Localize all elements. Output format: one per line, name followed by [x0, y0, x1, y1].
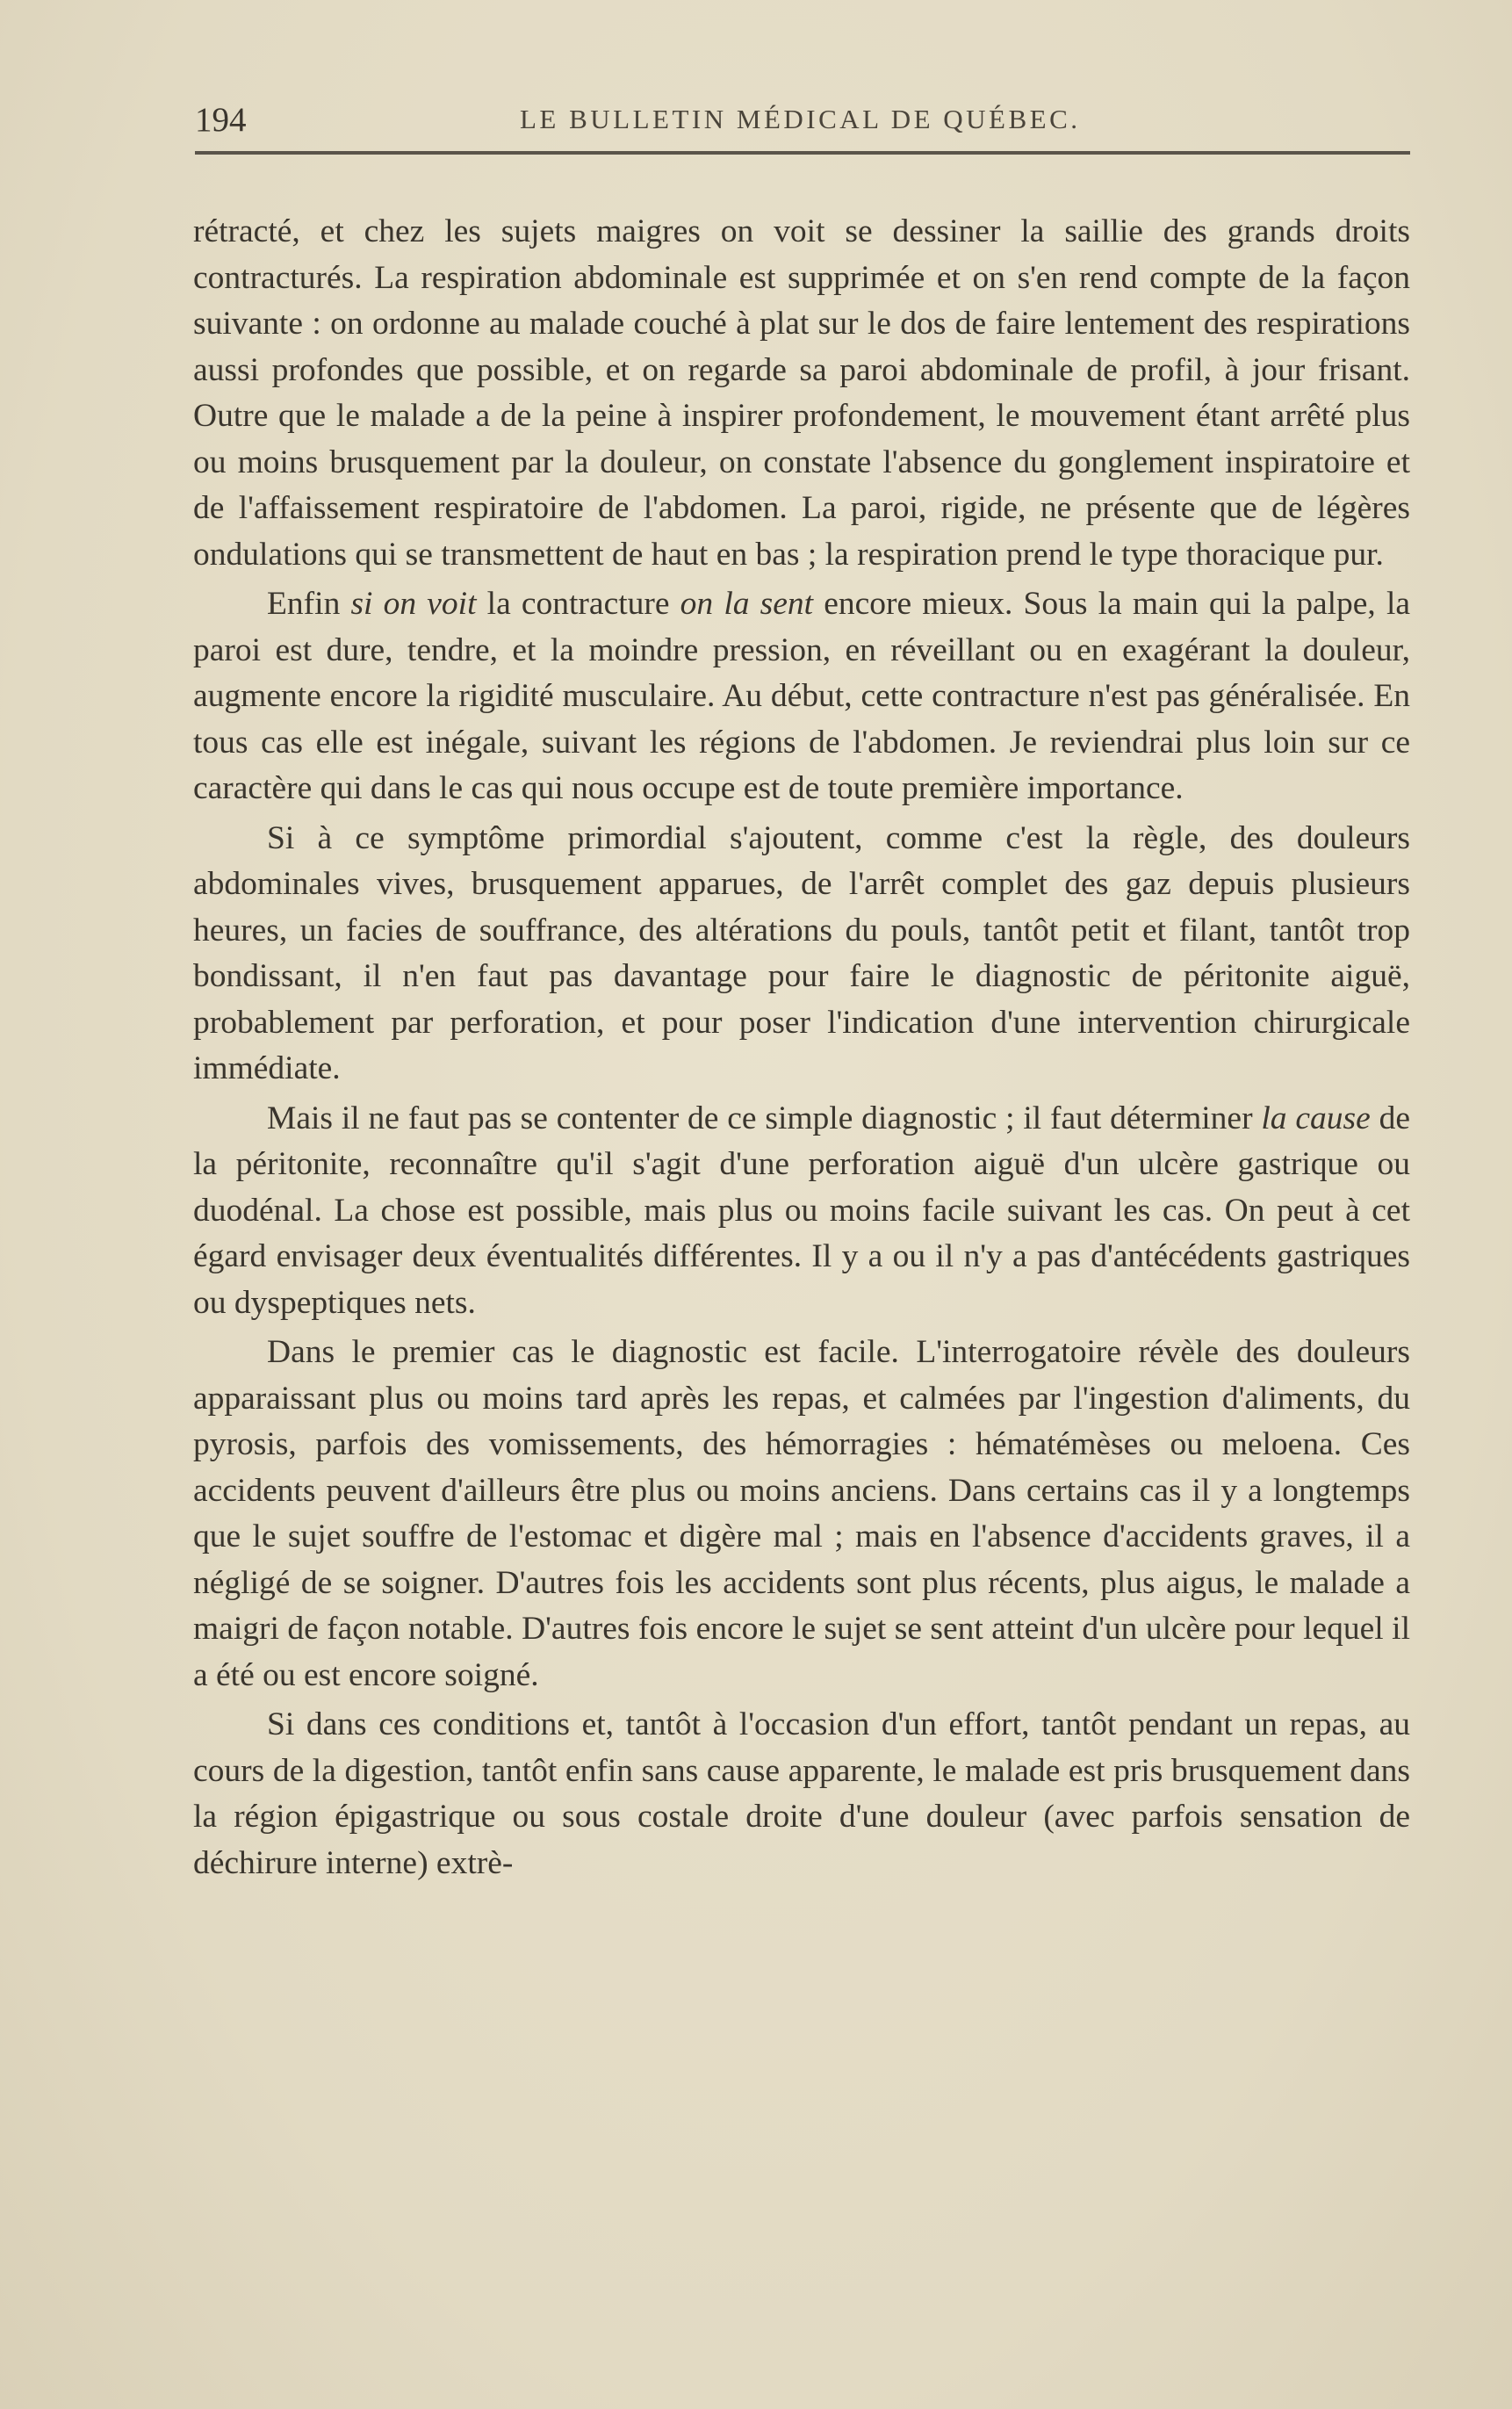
paragraph-2 [193, 581, 1410, 812]
paragraph-4-text-b: de la péritonite, reconnaître qu'il s'agit d'une perforation aiguë d'un ulcère gastrique ou duodénal. La chose est possible, mais plus ou moins facile suivant les cas. On peut à cet égard envisager deux éventualités différentes. Il y a ou il n'y a pas d'antécédents gastriques ou dyspeptiques nets. [193, 1100, 1410, 1321]
paragraph-6: Si dans ces conditions et, tantôt à l'occasion d'un effort, tantôt pendant un repas, au cours de la digestion, tantôt enfin sans cause apparente, le malade est pris brusquement dans la région épigastrique ou sous costale droite d'une douleur (avec parfois sensation de déchirure interne) extrè- [193, 1706, 1410, 1881]
paragraph-5: Dans le premier cas le diagnostic est facile. L'interrogatoire révèle des douleurs apparaissant plus ou moins tard après les repas, et calmées par l'ingestion d'aliments, du pyrosis, parfois des vomissements, des hémorragies : hématémèses ou meloena. Ces accidents peuvent d'ailleurs être plus ou moins anciens. Dans certains cas il y a longtemps que le sujet souffre de l'estomac et digère mal ; mais en l'absence d'accidents graves, il a négligé de se soigner. D'autres fois les accidents sont plus récents, plus aigus, le malade a maigri de façon notable. D'autres fois encore le sujet se sent atteint d'un ulcère pour lequel il a été ou est encore soigné. [193, 1334, 1410, 1693]
paragraph-4-text-a: Mais il ne faut pas se contenter de ce simple diagnostic ; il faut déterminer [267, 1100, 1262, 1136]
running-head: LE BULLETIN MÉDICAL DE QUÉBEC. [520, 104, 1081, 134]
paragraph-2-text-b: la contracture [476, 586, 680, 622]
paragraph-2-text-a: Enfin [267, 586, 351, 622]
paragraph-3: Si à ce symptôme primordial s'ajoutent, comme c'est la règle, des douleurs abdominales vives, brusquement apparues, de l'arrêt complet des gaz depuis plusieurs heures, un facies de souffrance, des altérations du pouls, tantôt petit et filant, tantôt trop bondissant, il n'en faut pas davantage pour faire le diagnostic de péritonite aiguë, probablement par perforation, et pour poser l'indication d'une intervention chirurgicale immédiate. [193, 819, 1410, 1086]
paragraph-2-italic-a: si on voit [350, 586, 477, 622]
header-rule [195, 151, 1410, 155]
paragraph-1: rétracté, et chez les sujets maigres on voit se dessiner la saillie des grands droits contracturés. La respiration abdominale est supprimée et on s'en rend compte de la façon suivante : on ordonne au malade couché à plat sur le dos de faire lentement des respirations aussi profondes que possible, et on regarde sa paroi abdominale de profil, à jour frisant. Outre que le malade a de la peine à inspirer profondement, le mouvement étant arrêté plus ou moins brusquement par la douleur, on constate l'absence du gonglement inspiratoire et de l'affaissement respiratoire de l'abdomen. La paroi, rigide, ne présente que de légères ondulations qui se transmettent de haut en bas ; la respiration prend le type thoracique pur. [193, 213, 1410, 573]
paragraph-2-text-c: encore mieux. Sous la main qui la palpe, la paroi est dure, tendre, et la moindre pression, en réveillant ou en exagérant la douleur, augmente encore la rigidité musculaire. Au début, cette contracture n'est pas généralisée. En tous cas elle est inégale, suivant les régions de l'abdomen. Je reviendrai plus loin sur ce caractère qui dans le cas qui nous occupe est de toute première importance. [193, 586, 1411, 806]
page-number: 194 [195, 101, 247, 139]
paragraph-2-italic-b: on la sent [680, 586, 814, 622]
paragraph-4-italic: la cause [1261, 1100, 1371, 1136]
article-body [193, 209, 1410, 1890]
page-header [195, 91, 1410, 153]
paragraph-4 [193, 1096, 1410, 1327]
